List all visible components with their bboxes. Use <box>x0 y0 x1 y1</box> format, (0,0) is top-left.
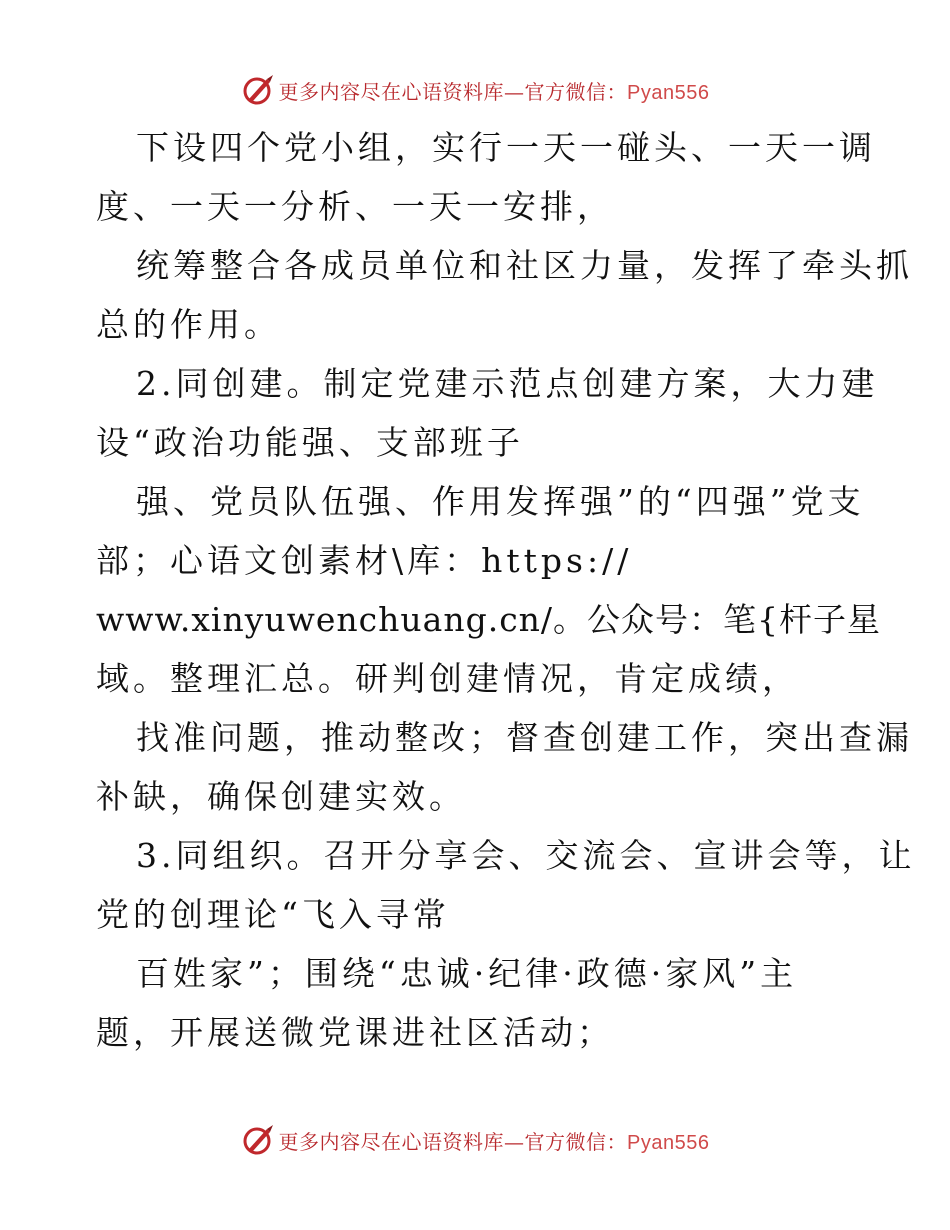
header-watermark-banner <box>0 70 950 110</box>
document-body <box>96 118 916 1062</box>
body-line-1: 下设四个党小组，实行一天一碰头、一天一调 <box>136 128 876 167</box>
body-line-3: 统筹整合各成员单位和社区力量，发挥了牵头抓 <box>136 246 913 285</box>
body-line-2: 度、一天一分析、一天一安排， <box>96 187 614 226</box>
body-line-4: 总的作用。 <box>96 305 281 344</box>
body-line-6: 设“政治功能强、支部班子 <box>96 423 524 462</box>
body-line-16: 题，开展送微党课进社区活动； <box>96 1013 614 1052</box>
quill-logo-icon <box>241 73 275 107</box>
footer-banner-cn: 更多内容尽在心语资料库—官方微信： <box>278 1129 628 1154</box>
body-line-11: 找准问题，推动整改；督查创建工作，突出查漏 <box>136 718 913 757</box>
header-banner-text <box>279 76 710 105</box>
body-line-14: 党的创理论“飞入寻常 <box>96 895 450 934</box>
footer-banner-wechat-id: Pyan556 <box>627 1131 710 1154</box>
body-line-12: 补缺，确保创建实效。 <box>96 777 466 816</box>
body-line-9: www.xinyuwenchuang.cn/。公众号：笔{杆子星 <box>96 600 882 639</box>
quill-logo-icon <box>241 1123 275 1157</box>
body-line-13: 3.同组织。召开分享会、交流会、宣讲会等，让 <box>136 836 916 875</box>
footer-banner-text <box>279 1126 710 1155</box>
body-line-8: 部；心语文创素材\库：https:// <box>96 541 633 580</box>
body-line-7: 强、党员队伍强、作用发挥强”的“四强”党支 <box>136 482 865 521</box>
body-line-5: 2.同创建。制定党建示范点创建方案，大力建 <box>136 364 879 403</box>
body-line-10: 域。整理汇总。研判创建情况，肯定成绩， <box>96 659 799 698</box>
footer-watermark-banner <box>0 1120 950 1160</box>
header-banner-cn: 更多内容尽在心语资料库—官方微信： <box>278 79 628 104</box>
header-banner-wechat-id: Pyan556 <box>627 81 710 104</box>
body-line-15: 百姓家”；围绕“忠诚·纪律·政德·家风”主 <box>136 954 798 993</box>
